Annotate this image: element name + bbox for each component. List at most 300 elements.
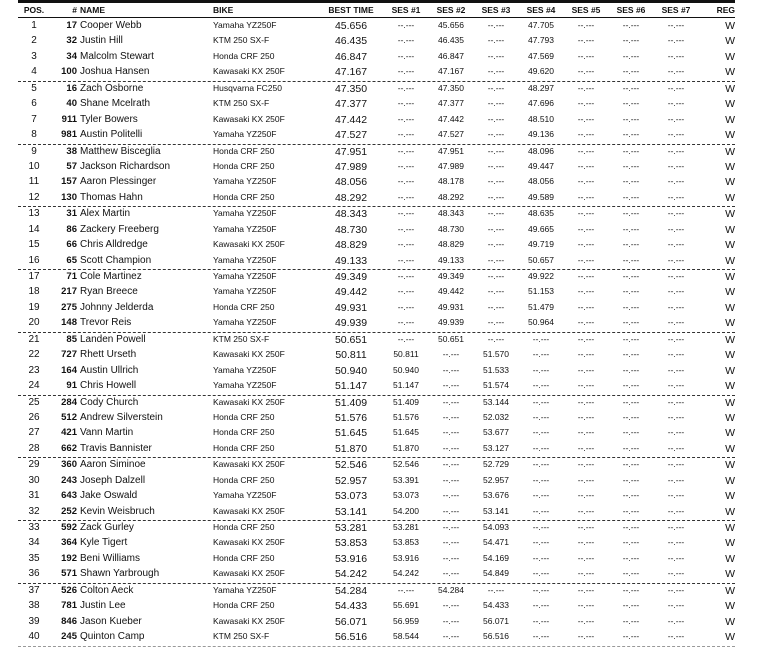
region-cell: W bbox=[725, 208, 735, 221]
session-2-cell: 48.343 bbox=[438, 208, 464, 219]
header-session-5: SES #5 bbox=[571, 5, 601, 15]
session-2-cell: 46.435 bbox=[438, 35, 464, 46]
region-cell: W bbox=[725, 396, 735, 409]
header-session-4: SES #4 bbox=[526, 5, 556, 15]
session-7-cell: --.--- bbox=[667, 349, 685, 360]
session-5-cell: --.--- bbox=[577, 82, 595, 93]
session-1-cell: --.--- bbox=[397, 160, 415, 171]
position-cell: 16 bbox=[28, 254, 40, 266]
session-3-cell: --.--- bbox=[487, 271, 505, 281]
bike-cell: Honda CRF 250 bbox=[213, 145, 275, 156]
session-1-cell: --.--- bbox=[397, 333, 415, 344]
session-7-cell: --.--- bbox=[667, 301, 685, 312]
session-1-cell: --.--- bbox=[397, 584, 415, 595]
session-1-cell: --.--- bbox=[397, 254, 415, 265]
best-time-cell: 47.350 bbox=[334, 82, 368, 95]
session-1-cell: --.--- bbox=[397, 223, 415, 234]
session-2-cell: 48.178 bbox=[438, 176, 464, 187]
best-time-cell: 53.916 bbox=[334, 552, 368, 565]
session-6-cell: --.--- bbox=[622, 35, 640, 46]
session-2-cell: 46.847 bbox=[438, 50, 464, 61]
header-session-1: SES #1 bbox=[391, 5, 421, 15]
bike-cell: KTM 250 SX-F bbox=[213, 98, 270, 109]
bike-cell: Honda CRF 250 bbox=[213, 160, 275, 171]
session-5-cell: --.--- bbox=[577, 522, 595, 532]
session-6-cell: --.--- bbox=[622, 505, 640, 516]
session-2-cell: --.--- bbox=[442, 631, 460, 642]
session-1-cell: --.--- bbox=[397, 20, 415, 30]
session-2-cell: 48.292 bbox=[438, 191, 464, 202]
session-3-cell: --.--- bbox=[487, 20, 505, 30]
session-1-cell: 51.576 bbox=[393, 411, 419, 422]
rider-name-cell: Matthew Bisceglia bbox=[80, 145, 161, 157]
best-time-cell: 56.516 bbox=[334, 631, 368, 644]
position-cell: 40 bbox=[28, 631, 40, 643]
session-3-cell: 54.849 bbox=[483, 568, 509, 579]
rider-name-cell: Kevin Weisbruch bbox=[80, 505, 155, 517]
session-5-cell: --.--- bbox=[577, 239, 595, 250]
position-cell: 5 bbox=[31, 82, 37, 94]
session-4-cell: --.--- bbox=[532, 411, 550, 422]
session-3-cell: 53.677 bbox=[483, 427, 509, 438]
session-2-cell: 47.377 bbox=[438, 98, 464, 109]
session-3-cell: --.--- bbox=[487, 113, 505, 124]
session-6-cell: --.--- bbox=[622, 98, 640, 109]
rider-name-cell: Jason Kueber bbox=[80, 615, 142, 627]
bike-cell: Honda CRF 250 bbox=[213, 552, 275, 563]
bike-cell: KTM 250 SX-F bbox=[213, 35, 270, 46]
session-2-cell: 49.442 bbox=[438, 286, 464, 297]
best-time-cell: 51.147 bbox=[334, 380, 368, 393]
session-7-cell: --.--- bbox=[667, 223, 685, 234]
rider-name-cell: Austin Politelli bbox=[80, 129, 143, 141]
region-cell: W bbox=[725, 20, 735, 32]
session-4-cell: 49.665 bbox=[528, 223, 554, 234]
session-6-cell: --.--- bbox=[622, 191, 640, 202]
session-4-cell: --.--- bbox=[532, 552, 550, 563]
session-1-cell: --.--- bbox=[397, 239, 415, 250]
rider-name-cell: Joshua Hansen bbox=[80, 66, 150, 78]
header-session-7: SES #7 bbox=[661, 5, 691, 15]
session-1-cell: --.--- bbox=[397, 98, 415, 109]
session-1-cell: 51.645 bbox=[393, 427, 419, 438]
rider-name-cell: Thomas Hahn bbox=[80, 191, 143, 203]
rider-number-cell: 34 bbox=[66, 50, 77, 62]
position-cell: 3 bbox=[31, 50, 37, 62]
bike-cell: Yamaha YZ250F bbox=[213, 317, 277, 328]
session-2-cell: 45.656 bbox=[438, 20, 464, 30]
rider-number-cell: 86 bbox=[66, 223, 77, 235]
table-row bbox=[18, 65, 735, 80]
session-7-cell: --.--- bbox=[667, 50, 685, 61]
region-cell: W bbox=[725, 552, 735, 565]
session-7-cell: --.--- bbox=[667, 584, 685, 595]
session-6-cell: --.--- bbox=[622, 160, 640, 171]
best-time-cell: 47.951 bbox=[334, 145, 368, 158]
rider-number-cell: 512 bbox=[61, 411, 77, 423]
session-4-cell: 50.964 bbox=[528, 317, 554, 328]
session-3-cell: --.--- bbox=[487, 129, 505, 140]
session-6-cell: --.--- bbox=[622, 442, 640, 453]
region-cell: W bbox=[725, 568, 735, 581]
session-2-cell: --.--- bbox=[442, 411, 460, 422]
session-3-cell: 56.516 bbox=[483, 631, 509, 642]
session-6-cell: --.--- bbox=[622, 396, 640, 407]
session-2-cell: --.--- bbox=[442, 505, 460, 516]
bike-cell: Honda CRF 250 bbox=[213, 301, 275, 312]
rider-name-cell: Cooper Webb bbox=[80, 20, 142, 31]
region-cell: W bbox=[725, 113, 735, 126]
session-7-cell: --.--- bbox=[667, 160, 685, 171]
session-5-cell: --.--- bbox=[577, 20, 595, 30]
session-2-cell: 48.829 bbox=[438, 239, 464, 250]
position-cell: 7 bbox=[31, 113, 37, 125]
header-session-6: SES #6 bbox=[616, 5, 646, 15]
session-1-cell: --.--- bbox=[397, 66, 415, 77]
rider-number-cell: 65 bbox=[66, 254, 77, 266]
session-7-cell: --.--- bbox=[667, 82, 685, 93]
session-2-cell: 47.989 bbox=[438, 160, 464, 171]
rider-name-cell: Zach Osborne bbox=[80, 82, 144, 94]
region-cell: W bbox=[725, 442, 735, 455]
session-7-cell: --.--- bbox=[667, 239, 685, 250]
region-cell: W bbox=[725, 191, 735, 204]
session-7-cell: --.--- bbox=[667, 208, 685, 219]
session-7-cell: --.--- bbox=[667, 490, 685, 501]
rider-number-cell: 981 bbox=[61, 129, 77, 141]
session-5-cell: --.--- bbox=[577, 98, 595, 109]
rider-number-cell: 571 bbox=[61, 568, 77, 580]
position-cell: 28 bbox=[28, 442, 40, 454]
rider-name-cell: Colton Aeck bbox=[80, 584, 134, 596]
session-1-cell: --.--- bbox=[397, 191, 415, 202]
region-cell: W bbox=[725, 98, 735, 111]
session-7-cell: --.--- bbox=[667, 98, 685, 109]
session-5-cell: --.--- bbox=[577, 113, 595, 124]
region-cell: W bbox=[725, 427, 735, 440]
session-5-cell: --.--- bbox=[577, 631, 595, 642]
bike-cell: Kawasaki KX 250F bbox=[213, 396, 285, 407]
region-cell: W bbox=[725, 537, 735, 550]
session-6-cell: --.--- bbox=[622, 20, 640, 30]
bike-cell: Kawasaki KX 250F bbox=[213, 568, 285, 579]
region-cell: W bbox=[725, 333, 735, 346]
session-4-cell: --.--- bbox=[532, 600, 550, 611]
session-3-cell: 53.127 bbox=[483, 442, 509, 453]
best-time-cell: 52.546 bbox=[334, 459, 368, 472]
session-4-cell: --.--- bbox=[532, 490, 550, 501]
bike-cell: Yamaha YZ250F bbox=[213, 364, 277, 375]
session-4-cell: --.--- bbox=[532, 631, 550, 642]
session-4-cell: --.--- bbox=[532, 474, 550, 485]
session-4-cell: --.--- bbox=[532, 568, 550, 579]
position-cell: 9 bbox=[31, 145, 37, 157]
session-3-cell: --.--- bbox=[487, 223, 505, 234]
session-3-cell: --.--- bbox=[487, 584, 505, 595]
session-6-cell: --.--- bbox=[622, 223, 640, 234]
session-5-cell: --.--- bbox=[577, 129, 595, 140]
table-row bbox=[18, 426, 735, 441]
rider-name-cell: Cody Church bbox=[80, 396, 139, 408]
session-1-cell: 50.940 bbox=[393, 364, 419, 375]
session-5-cell: --.--- bbox=[577, 505, 595, 516]
table-row bbox=[18, 206, 735, 222]
rider-name-cell: Vann Martin bbox=[80, 427, 134, 439]
session-4-cell: 48.096 bbox=[528, 145, 554, 156]
rider-number-cell: 40 bbox=[66, 98, 77, 110]
rider-number-cell: 592 bbox=[61, 522, 77, 533]
rider-number-cell: 243 bbox=[61, 474, 77, 486]
best-time-cell: 54.284 bbox=[334, 584, 368, 597]
table-row bbox=[18, 144, 735, 160]
position-cell: 31 bbox=[28, 490, 40, 502]
table-row bbox=[18, 505, 735, 520]
session-7-cell: --.--- bbox=[667, 129, 685, 140]
bike-cell: Yamaha YZ250F bbox=[213, 176, 277, 187]
position-cell: 20 bbox=[28, 317, 40, 329]
rider-name-cell: Justin Lee bbox=[80, 600, 126, 612]
session-7-cell: --.--- bbox=[667, 474, 685, 485]
table-row bbox=[18, 630, 735, 646]
session-6-cell: --.--- bbox=[622, 600, 640, 611]
rider-name-cell: Jackson Richardson bbox=[80, 160, 171, 172]
position-cell: 12 bbox=[28, 191, 40, 203]
best-time-cell: 49.939 bbox=[334, 317, 368, 330]
position-cell: 22 bbox=[28, 349, 40, 361]
session-3-cell: --.--- bbox=[487, 82, 505, 93]
position-cell: 18 bbox=[28, 286, 40, 298]
table-row bbox=[18, 269, 735, 285]
region-cell: W bbox=[725, 50, 735, 63]
session-7-cell: --.--- bbox=[667, 442, 685, 453]
session-1-cell: --.--- bbox=[397, 208, 415, 219]
best-time-cell: 50.651 bbox=[334, 333, 368, 346]
session-4-cell: --.--- bbox=[532, 615, 550, 626]
session-5-cell: --.--- bbox=[577, 459, 595, 470]
region-cell: W bbox=[725, 223, 735, 236]
best-time-cell: 52.957 bbox=[334, 474, 368, 487]
session-2-cell: --.--- bbox=[442, 459, 460, 470]
session-6-cell: --.--- bbox=[622, 474, 640, 485]
session-1-cell: 55.691 bbox=[393, 600, 419, 611]
session-3-cell: 51.570 bbox=[483, 349, 509, 360]
session-1-cell: 52.546 bbox=[393, 459, 419, 470]
session-7-cell: --.--- bbox=[667, 505, 685, 516]
session-5-cell: --.--- bbox=[577, 615, 595, 626]
best-time-cell: 56.071 bbox=[334, 615, 368, 628]
rider-name-cell: Beni Williams bbox=[80, 552, 141, 564]
table-row bbox=[18, 128, 735, 143]
results-table-body bbox=[18, 19, 735, 647]
rider-name-cell: Joseph Dalzell bbox=[80, 474, 146, 486]
position-cell: 24 bbox=[28, 380, 40, 392]
position-cell: 26 bbox=[28, 411, 40, 423]
position-cell: 2 bbox=[31, 35, 37, 47]
position-cell: 32 bbox=[28, 505, 40, 517]
bike-cell: KTM 250 SX-F bbox=[213, 333, 270, 344]
session-5-cell: --.--- bbox=[577, 145, 595, 156]
rider-number-cell: 360 bbox=[61, 459, 77, 471]
session-3-cell: 54.169 bbox=[483, 552, 509, 563]
session-3-cell: --.--- bbox=[487, 176, 505, 187]
table-row bbox=[18, 238, 735, 253]
session-6-cell: --.--- bbox=[622, 333, 640, 344]
bike-cell: Honda CRF 250 bbox=[213, 411, 275, 422]
session-4-cell: 47.569 bbox=[528, 50, 554, 61]
session-1-cell: 56.959 bbox=[393, 615, 419, 626]
table-row bbox=[18, 583, 735, 599]
rider-name-cell: Scott Champion bbox=[80, 254, 152, 266]
session-5-cell: --.--- bbox=[577, 411, 595, 422]
session-3-cell: --.--- bbox=[487, 239, 505, 250]
session-7-cell: --.--- bbox=[667, 254, 685, 265]
bike-cell: Honda CRF 250 bbox=[213, 50, 275, 61]
session-4-cell: 47.705 bbox=[528, 20, 554, 30]
session-2-cell: 49.133 bbox=[438, 254, 464, 265]
session-3-cell: 54.471 bbox=[483, 537, 509, 548]
rider-number-cell: 85 bbox=[66, 333, 77, 345]
position-cell: 15 bbox=[28, 239, 40, 251]
session-3-cell: 51.574 bbox=[483, 380, 509, 391]
session-4-cell: --.--- bbox=[532, 442, 550, 453]
table-row bbox=[18, 395, 735, 411]
session-6-cell: --.--- bbox=[622, 537, 640, 548]
session-2-cell: --.--- bbox=[442, 474, 460, 485]
rider-name-cell: Travis Bannister bbox=[80, 442, 152, 454]
rider-number-cell: 100 bbox=[61, 66, 77, 78]
session-5-cell: --.--- bbox=[577, 349, 595, 360]
bike-cell: Yamaha YZ250F bbox=[213, 584, 277, 595]
session-2-cell: --.--- bbox=[442, 380, 460, 391]
rider-number-cell: 643 bbox=[61, 490, 77, 502]
rider-number-cell: 31 bbox=[66, 208, 77, 220]
session-2-cell: --.--- bbox=[442, 522, 460, 532]
session-3-cell: 53.676 bbox=[483, 490, 509, 501]
session-7-cell: --.--- bbox=[667, 364, 685, 375]
session-4-cell: 49.447 bbox=[528, 160, 554, 171]
session-5-cell: --.--- bbox=[577, 286, 595, 297]
session-7-cell: --.--- bbox=[667, 176, 685, 187]
session-2-cell: --.--- bbox=[442, 442, 460, 453]
session-1-cell: 54.200 bbox=[393, 505, 419, 516]
rider-name-cell: Aaron Siminoe bbox=[80, 459, 146, 471]
session-2-cell: 49.939 bbox=[438, 317, 464, 328]
session-7-cell: --.--- bbox=[667, 113, 685, 124]
table-row bbox=[18, 97, 735, 112]
session-5-cell: --.--- bbox=[577, 160, 595, 171]
session-2-cell: 47.442 bbox=[438, 113, 464, 124]
session-1-cell: 51.147 bbox=[393, 380, 419, 391]
position-cell: 13 bbox=[28, 208, 40, 220]
position-cell: 35 bbox=[28, 552, 40, 564]
table-row bbox=[18, 285, 735, 300]
region-cell: W bbox=[725, 349, 735, 362]
rider-number-cell: 32 bbox=[66, 35, 77, 47]
session-7-cell: --.--- bbox=[667, 286, 685, 297]
session-7-cell: --.--- bbox=[667, 568, 685, 579]
bike-cell: KTM 250 SX-F bbox=[213, 631, 270, 642]
session-3-cell: --.--- bbox=[487, 66, 505, 77]
session-2-cell: 48.730 bbox=[438, 223, 464, 234]
bike-cell: Yamaha YZ250F bbox=[213, 129, 277, 140]
session-6-cell: --.--- bbox=[622, 176, 640, 187]
session-4-cell: --.--- bbox=[532, 396, 550, 407]
session-2-cell: 49.349 bbox=[438, 271, 464, 281]
session-3-cell: 51.533 bbox=[483, 364, 509, 375]
table-row bbox=[18, 332, 735, 348]
session-2-cell: --.--- bbox=[442, 568, 460, 579]
region-cell: W bbox=[725, 271, 735, 283]
rider-name-cell: Trevor Reis bbox=[80, 317, 132, 329]
session-1-cell: --.--- bbox=[397, 82, 415, 93]
header-best-time: BEST TIME bbox=[328, 5, 374, 15]
region-cell: W bbox=[725, 522, 735, 534]
rider-name-cell: Tyler Bowers bbox=[80, 113, 138, 125]
session-7-cell: --.--- bbox=[667, 380, 685, 391]
session-3-cell: --.--- bbox=[487, 286, 505, 297]
best-time-cell: 49.349 bbox=[334, 271, 368, 283]
region-cell: W bbox=[725, 160, 735, 173]
region-cell: W bbox=[725, 66, 735, 79]
session-1-cell: 53.916 bbox=[393, 552, 419, 563]
table-row bbox=[18, 316, 735, 331]
position-cell: 30 bbox=[28, 474, 40, 486]
rider-name-cell: Andrew Silverstein bbox=[80, 411, 163, 423]
rider-number-cell: 192 bbox=[61, 552, 77, 564]
best-time-cell: 51.870 bbox=[334, 442, 368, 455]
bike-cell: Yamaha YZ250F bbox=[213, 20, 277, 30]
rider-name-cell: Justin Hill bbox=[80, 35, 123, 47]
session-6-cell: --.--- bbox=[622, 411, 640, 422]
header-session-3: SES #3 bbox=[481, 5, 511, 15]
rider-name-cell: Chris Alldredge bbox=[80, 239, 148, 251]
session-4-cell: --.--- bbox=[532, 459, 550, 470]
session-2-cell: 47.350 bbox=[438, 82, 464, 93]
position-cell: 4 bbox=[31, 66, 37, 78]
session-4-cell: 49.922 bbox=[528, 271, 554, 281]
session-2-cell: --.--- bbox=[442, 600, 460, 611]
session-5-cell: --.--- bbox=[577, 317, 595, 328]
rider-number-cell: 148 bbox=[61, 317, 77, 329]
session-3-cell: --.--- bbox=[487, 301, 505, 312]
session-1-cell: --.--- bbox=[397, 35, 415, 46]
bike-cell: Honda CRF 250 bbox=[213, 522, 275, 532]
region-cell: W bbox=[725, 490, 735, 503]
session-1-cell: --.--- bbox=[397, 50, 415, 61]
rider-number-cell: 17 bbox=[66, 20, 77, 31]
bike-cell: Yamaha YZ250F bbox=[213, 490, 277, 501]
position-cell: 10 bbox=[28, 160, 40, 172]
session-1-cell: 53.391 bbox=[393, 474, 419, 485]
table-row bbox=[18, 599, 735, 614]
rider-name-cell: Malcolm Stewart bbox=[80, 50, 154, 62]
best-time-cell: 50.940 bbox=[334, 364, 368, 377]
bike-cell: Kawasaki KX 250F bbox=[213, 505, 285, 516]
session-4-cell: 50.657 bbox=[528, 254, 554, 265]
rider-name-cell: Chris Howell bbox=[80, 380, 137, 392]
session-3-cell: 53.144 bbox=[483, 396, 509, 407]
best-time-cell: 47.527 bbox=[334, 129, 368, 142]
table-row bbox=[18, 191, 735, 206]
bike-cell: Yamaha YZ250F bbox=[213, 208, 277, 219]
rider-name-cell: Shane Mcelrath bbox=[80, 98, 151, 110]
session-4-cell: --.--- bbox=[532, 505, 550, 516]
best-time-cell: 51.645 bbox=[334, 427, 368, 440]
bike-cell: Honda CRF 250 bbox=[213, 442, 275, 453]
region-cell: W bbox=[725, 600, 735, 613]
region-cell: W bbox=[725, 584, 735, 597]
session-6-cell: --.--- bbox=[622, 301, 640, 312]
